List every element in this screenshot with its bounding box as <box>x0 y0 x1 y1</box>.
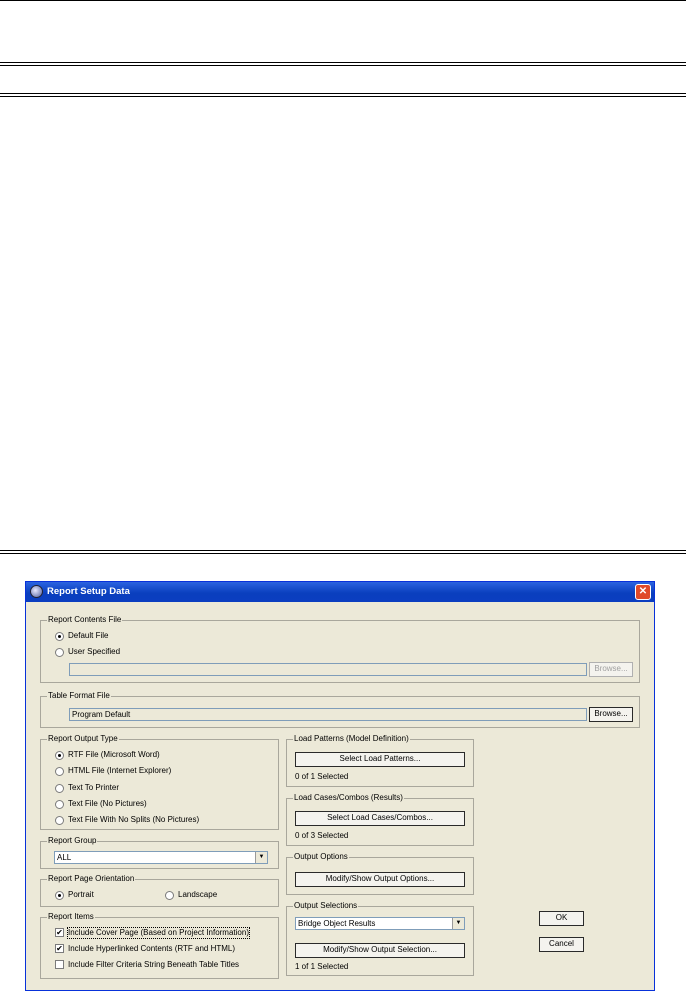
group-legend: Report Items <box>48 912 94 921</box>
group-legend: Load Patterns (Model Definition) <box>294 734 409 743</box>
report-group-value: ALL <box>57 853 72 862</box>
radio-button[interactable] <box>55 632 64 641</box>
group-legend: Report Group <box>48 836 97 845</box>
radio-button[interactable] <box>165 891 174 900</box>
report-setup-dialog <box>25 581 655 991</box>
modify-output-selection-button[interactable]: Modify/Show Output Selection... <box>295 943 465 958</box>
title-bar[interactable] <box>26 582 654 602</box>
report-group-group <box>40 836 279 869</box>
output-selections-group <box>286 901 474 976</box>
header-rule <box>0 62 686 66</box>
radio-button[interactable] <box>55 648 64 657</box>
contents-file-path-field <box>69 663 587 676</box>
report-group-select[interactable] <box>54 851 268 864</box>
output-selection-select[interactable] <box>295 917 465 930</box>
group-legend: Report Page Orientation <box>48 874 135 883</box>
output-options-group <box>286 852 474 895</box>
radio-button[interactable] <box>55 767 64 776</box>
load-cases-status: 0 of 3 Selected <box>295 831 349 840</box>
report-output-type-group: Report Output Type RTF File (Microsoft Word) HTML File (Internet Explorer) Text To Printer Text File (No Pictures) Text File With No Splits (No Pictures) <box>40 739 279 830</box>
radio-button[interactable] <box>55 784 64 793</box>
group-legend: Output Selections <box>294 901 358 910</box>
table-format-browse-button[interactable]: Browse... <box>589 707 633 722</box>
checkbox-box[interactable] <box>55 960 64 969</box>
report-items-group: Report Items ✔ Include Cover Page (Based on Project Information) ✔ Include Hyperlinked Contents (RTF and HTML) Include Filter Criteria String Beneath Table Titles <box>40 917 279 979</box>
checkmark-icon[interactable]: ✔ <box>56 928 63 937</box>
radio-button[interactable] <box>55 800 64 809</box>
output-selection-value: Bridge Object Results <box>298 919 376 928</box>
chevron-down-icon[interactable]: ▼ <box>255 852 267 863</box>
table-format-file-group <box>40 691 640 728</box>
select-load-cases-button[interactable]: Select Load Cases/Combos... <box>295 811 465 826</box>
close-button[interactable]: ✕ <box>635 584 651 600</box>
group-legend: Report Output Type <box>48 734 118 743</box>
load-patterns-status: 0 of 1 Selected <box>295 772 349 781</box>
dialog-title: Report Setup Data <box>47 586 130 597</box>
group-legend: Output Options <box>294 852 348 861</box>
cancel-button[interactable]: Cancel <box>539 937 584 952</box>
chevron-down-icon[interactable]: ▼ <box>452 918 464 929</box>
modify-output-options-button[interactable]: Modify/Show Output Options... <box>295 872 465 887</box>
table-format-path-field: Program Default <box>69 708 587 721</box>
checkmark-icon[interactable]: ✔ <box>56 944 63 953</box>
report-contents-file-group: Report Contents File Default File User Specified Browse... <box>40 620 640 683</box>
load-patterns-group <box>286 734 474 787</box>
app-icon <box>30 585 43 598</box>
contents-browse-button: Browse... <box>589 662 633 677</box>
load-cases-group <box>286 793 474 846</box>
top-rule <box>0 0 686 1</box>
group-legend: Report Contents File <box>48 615 122 624</box>
output-selections-status: 1 of 1 Selected <box>295 962 349 971</box>
radio-button[interactable] <box>55 891 64 900</box>
radio-button[interactable] <box>55 816 64 825</box>
group-legend: Table Format File <box>48 691 110 700</box>
select-load-patterns-button[interactable]: Select Load Patterns... <box>295 752 465 767</box>
radio-button[interactable] <box>55 751 64 760</box>
group-legend: Load Cases/Combos (Results) <box>294 793 403 802</box>
header-rule-lower <box>0 93 686 97</box>
ok-button[interactable]: OK <box>539 911 584 926</box>
report-page-orientation-group: Report Page Orientation Portrait Landscape <box>40 879 279 907</box>
section-rule <box>0 550 686 554</box>
